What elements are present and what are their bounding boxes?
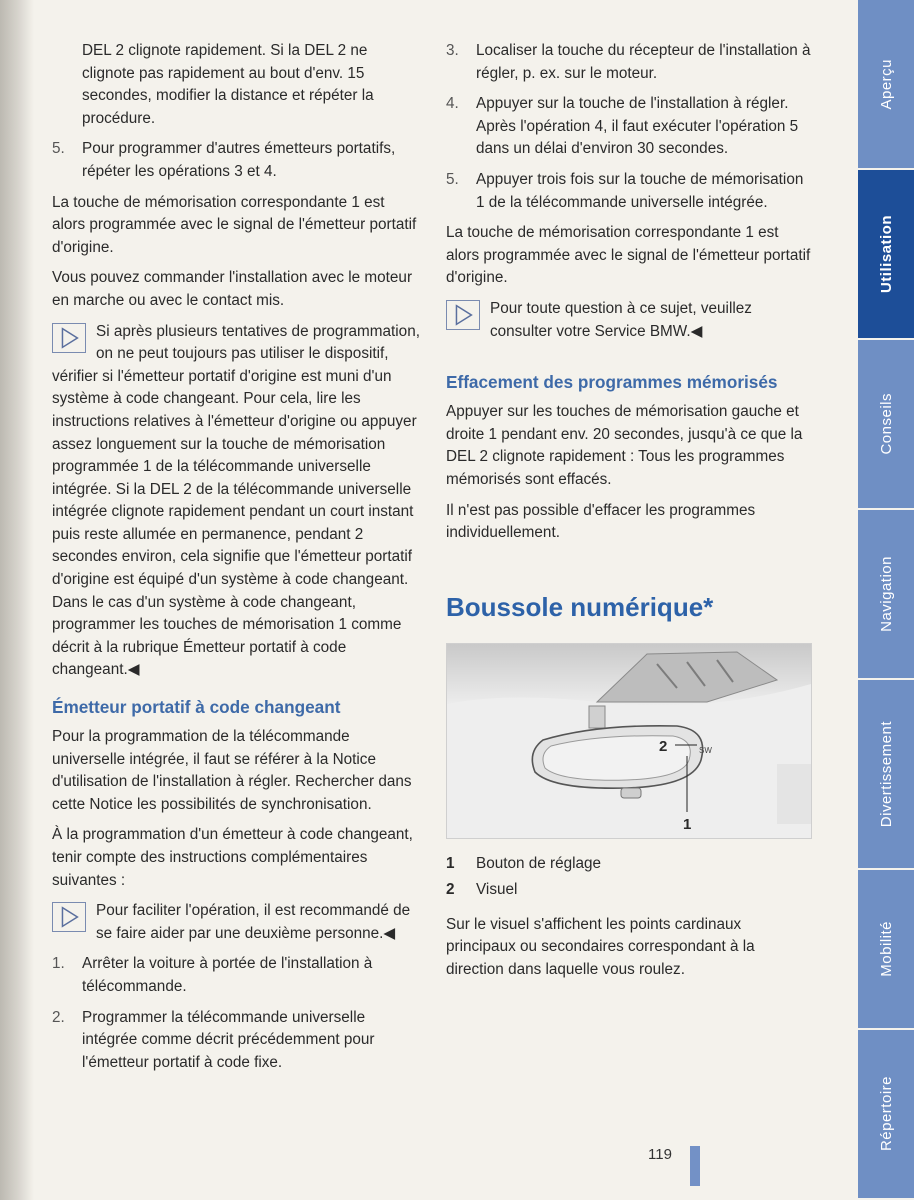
chapter-tabs bbox=[858, 0, 914, 1200]
paragraph: La touche de mémorisation correspondante 1 est alors programmée avec le signal de l'émetteur portatif d'origine. bbox=[52, 193, 417, 256]
legend-item-1 bbox=[446, 853, 812, 876]
note-arrow-icon bbox=[52, 902, 86, 932]
list-text: Localiser la touche du récepteur de l'installation à régler, p. ex. sur le moteur. bbox=[476, 42, 811, 82]
list-number: 5. bbox=[52, 140, 65, 158]
list-item-5 bbox=[52, 138, 420, 183]
paragraph: Il n'est pas possible d'effacer les programmes individuellement. bbox=[446, 501, 756, 542]
paragraph: Sur le visuel s'affichent les points cardinaux principaux ou secondaires correspondant à la direction dans laquelle vous roulez. bbox=[446, 915, 755, 979]
list-text: Appuyer trois fois sur la touche de mémorisation 1 de la télécommande universelle intégrée. bbox=[476, 170, 804, 211]
list-item-2 bbox=[52, 1007, 420, 1075]
legend-text: Visuel bbox=[476, 881, 518, 899]
note-arrow-icon bbox=[446, 300, 480, 330]
page-number-marker bbox=[690, 1146, 700, 1186]
list-item-3 bbox=[446, 40, 812, 85]
rear-view-mirror-drawing bbox=[447, 644, 811, 838]
note-block bbox=[446, 298, 812, 343]
list-number: 4. bbox=[446, 95, 459, 113]
callout-1: 1 bbox=[683, 815, 692, 833]
paragraph: Appuyer sur les touches de mémorisation gauche et droite 1 pendant env. 20 secondes, jusqu'à ce que la DEL 2 clignote rapidement : Tous les programmes mémorisés sont effacés. bbox=[446, 403, 803, 488]
tab-apercu[interactable]: Aperçu bbox=[858, 0, 914, 170]
paragraph: À la programmation d'un émetteur à code changeant, tenir compte des instructions complémentaires suivantes : bbox=[52, 826, 413, 889]
paragraph: La touche de mémorisation correspondante 1 est alors programmée avec le signal de l'émetteur portatif d'origine. bbox=[446, 224, 811, 287]
note-arrow-icon bbox=[52, 323, 86, 353]
list-text: Appuyer sur la touche de l'installation à régler. Après l'opération 4, il faut exécuter l'opération 5 dans un délai d'environ 30 secondes. bbox=[476, 95, 799, 158]
list-text: Programmer la télécommande universelle intégrée comme décrit précédemment pour l'émetteur portatif à code fixe. bbox=[82, 1008, 375, 1071]
note-text: Pour faciliter l'opération, il est recommandé de se faire aider par une deuxième personne.◀ bbox=[96, 902, 411, 942]
section-heading: Effacement des programmes mémorisés bbox=[446, 372, 778, 393]
tab-divertissement[interactable]: Divertissement bbox=[858, 680, 914, 870]
list-item-1 bbox=[52, 953, 420, 998]
note-text: Si après plusieurs tentatives de programmation, on ne peut toujours pas utiliser le dispositif, vérifier si l'émetteur portatif d'origine est muni d'un système à code changeant. Pour cela, lire les instructions relatives à l'émetteur d'origine ou appuyer assez longuement sur la touche de mémorisation programmée 1 de la télécommande universelle intégrée. Si la DEL 2 de la télécommande universelle intégrée clignote rapidement pendant un court instant puis reste allumée en permanence, pendant 2 secondes environ, cela signifie que l'émetteur portatif d'origine est équipé d'un système à code changeant. Dans le cas d'un système à code changeant, programmer les touches de mémorisation 1 comme décrit à la rubrique Émetteur portatif à code changeant.◀ bbox=[52, 322, 420, 679]
section-heading: Émetteur portatif à code changeant bbox=[52, 697, 341, 718]
paragraph: Pour la programmation de la télécommande universelle intégrée, il faut se référer à la Notice d'utilisation de l'installation à régler. Rechercher dans cette Notice les possibilités de synchronisation. bbox=[52, 728, 412, 813]
note-block bbox=[52, 321, 420, 683]
tab-navigation[interactable]: Navigation bbox=[858, 510, 914, 680]
list-number: 1. bbox=[52, 955, 65, 973]
tab-mobilite[interactable]: Mobilité bbox=[858, 870, 914, 1030]
note-block bbox=[52, 900, 420, 945]
list-item-4 bbox=[446, 93, 812, 161]
right-column bbox=[446, 40, 812, 990]
tab-conseils[interactable]: Conseils bbox=[858, 340, 914, 510]
page-number: 119 bbox=[648, 1146, 672, 1163]
list-number: 3. bbox=[446, 42, 459, 59]
mirror-illustration bbox=[446, 643, 812, 839]
list-number: 2. bbox=[52, 1008, 65, 1026]
callout-2: 2 bbox=[659, 737, 668, 755]
compass-display-text: SW bbox=[699, 745, 712, 755]
legend-number: 1 bbox=[446, 854, 455, 872]
paragraph-continued: DEL 2 clignote rapidement. Si la DEL 2 ne clignote pas rapidement au bout d'env. 15 secondes, modifier la distance et répéter la procédure. bbox=[82, 42, 374, 127]
chapter-title: Boussole numérique* bbox=[446, 591, 714, 622]
tab-repertoire[interactable]: Répertoire bbox=[858, 1030, 914, 1200]
paragraph: Vous pouvez commander l'installation avec le moteur en marche ou avec le contact mis. bbox=[52, 269, 413, 309]
legend-text: Bouton de réglage bbox=[476, 854, 602, 872]
tab-utilisation[interactable]: Utilisation bbox=[858, 170, 914, 340]
left-column bbox=[52, 40, 420, 1082]
legend-item-2 bbox=[446, 879, 812, 902]
note-text: Pour toute question à ce sujet, veuillez consulter votre Service BMW.◀ bbox=[490, 299, 752, 340]
list-item-5 bbox=[446, 169, 812, 214]
legend-number: 2 bbox=[446, 881, 455, 899]
list-number: 5. bbox=[446, 170, 459, 188]
page-spine-shadow bbox=[0, 0, 34, 1200]
list-text: Arrêter la voiture à portée de l'installation à télécommande. bbox=[82, 955, 373, 995]
list-text: Pour programmer d'autres émetteurs portatifs, répéter les opérations 3 et 4. bbox=[82, 140, 396, 180]
